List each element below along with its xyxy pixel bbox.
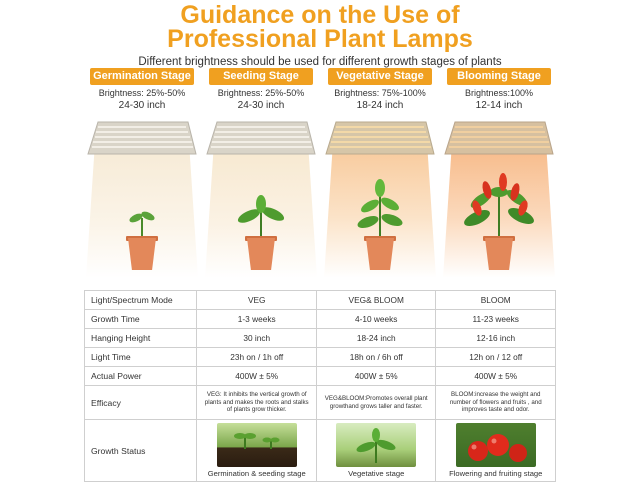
table-cell: 23h on / 1h off [197, 348, 317, 367]
stage-distance: 24-30 inch [118, 100, 166, 111]
table-cell: BLOOM:increase the weight and number of flowers and fruits , and improves taste and odor. [436, 386, 556, 420]
spec-table [84, 290, 556, 482]
stage-distance: 24-30 inch [237, 100, 285, 111]
table-cell: 30 inch [197, 329, 317, 348]
stage-seeding [203, 68, 319, 111]
stage-label: Germination Stage [90, 68, 194, 85]
table-cell [197, 420, 317, 482]
row-header: Growth Status [85, 420, 197, 482]
stage-label: Vegetative Stage [328, 68, 432, 85]
seedling-photo [217, 423, 297, 467]
flower-pot-icon [366, 238, 394, 270]
table-cell: VEG [197, 291, 317, 310]
stage-distance: 12-14 inch [475, 100, 523, 111]
page-title-line2: Professional Plant Lamps [167, 25, 473, 53]
table-row [85, 348, 556, 367]
flower-pot-icon [128, 238, 156, 270]
table-cell: 400W ± 5% [316, 367, 436, 386]
table-cell: 12h on / 12 off [436, 348, 556, 367]
table-cell: 1-3 weeks [197, 310, 317, 329]
row-header: Light/Spectrum Mode [85, 291, 197, 310]
stage-label: Seeding Stage [209, 68, 313, 85]
row-header: Growth Time [85, 310, 197, 329]
stage-brightness: Brightness:100% [464, 88, 534, 98]
stage-brightness: Brightness: 25%-50% [217, 88, 305, 98]
tomato-photo [456, 423, 536, 467]
table-cell: VEG: It inhibits the vertical growth of plants and makes the roots and stalks of plants grow thicker. [197, 386, 317, 420]
table-row [85, 367, 556, 386]
table-cell: 400W ± 5% [436, 367, 556, 386]
sprout-icon [84, 118, 200, 243]
stage-brightness: Brightness: 25%-50% [98, 88, 186, 98]
table-row [85, 420, 556, 482]
stage-distance: 18-24 inch [356, 100, 404, 111]
growth-status-caption: Vegetative stage [348, 469, 405, 478]
table-cell: VEG&BLOOM:Promotes overall plant growthand grows taller and faster. [316, 386, 436, 420]
table-cell: 12-16 inch [436, 329, 556, 348]
table-row [85, 329, 556, 348]
table-cell: 18-24 inch [316, 329, 436, 348]
page-subtitle: Different brightness should be used for different growth stages of plants [138, 56, 502, 68]
vegetative-illustration [322, 118, 438, 278]
flower-pot-icon [485, 238, 513, 270]
growth-status-caption: Flowering and fruiting stage [449, 469, 543, 478]
row-header: Actual Power [85, 367, 197, 386]
flowering-plant-icon [441, 118, 557, 243]
stage-germination [84, 68, 200, 111]
stage-blooming [441, 68, 557, 111]
flower-pot-icon [247, 238, 275, 270]
table-row [85, 386, 556, 420]
seedling-icon [203, 118, 319, 243]
table-cell [436, 420, 556, 482]
table-row [85, 310, 556, 329]
growth-status-caption: Germination & seeding stage [207, 469, 306, 478]
blooming-illustration [441, 118, 557, 278]
stage-vegetative [322, 68, 438, 111]
table-cell: 18h on / 6h off [316, 348, 436, 367]
table-cell [316, 420, 436, 482]
table-cell: 11-23 weeks [436, 310, 556, 329]
vegetative-photo [336, 423, 416, 467]
stage-label: Blooming Stage [447, 68, 551, 85]
table-cell: 400W ± 5% [197, 367, 317, 386]
row-header: Light Time [85, 348, 197, 367]
seeding-illustration [203, 118, 319, 278]
row-header: Efficacy [85, 386, 197, 420]
table-cell: BLOOM [436, 291, 556, 310]
table-cell: 4-10 weeks [316, 310, 436, 329]
table-cell: VEG& BLOOM [316, 291, 436, 310]
table-row [85, 291, 556, 310]
stage-brightness: Brightness: 75%-100% [334, 88, 426, 98]
row-header: Hanging Height [85, 329, 197, 348]
young-plant-icon [322, 118, 438, 243]
page-title-line1: Guidance on the Use of [180, 1, 460, 29]
germination-illustration [84, 118, 200, 278]
